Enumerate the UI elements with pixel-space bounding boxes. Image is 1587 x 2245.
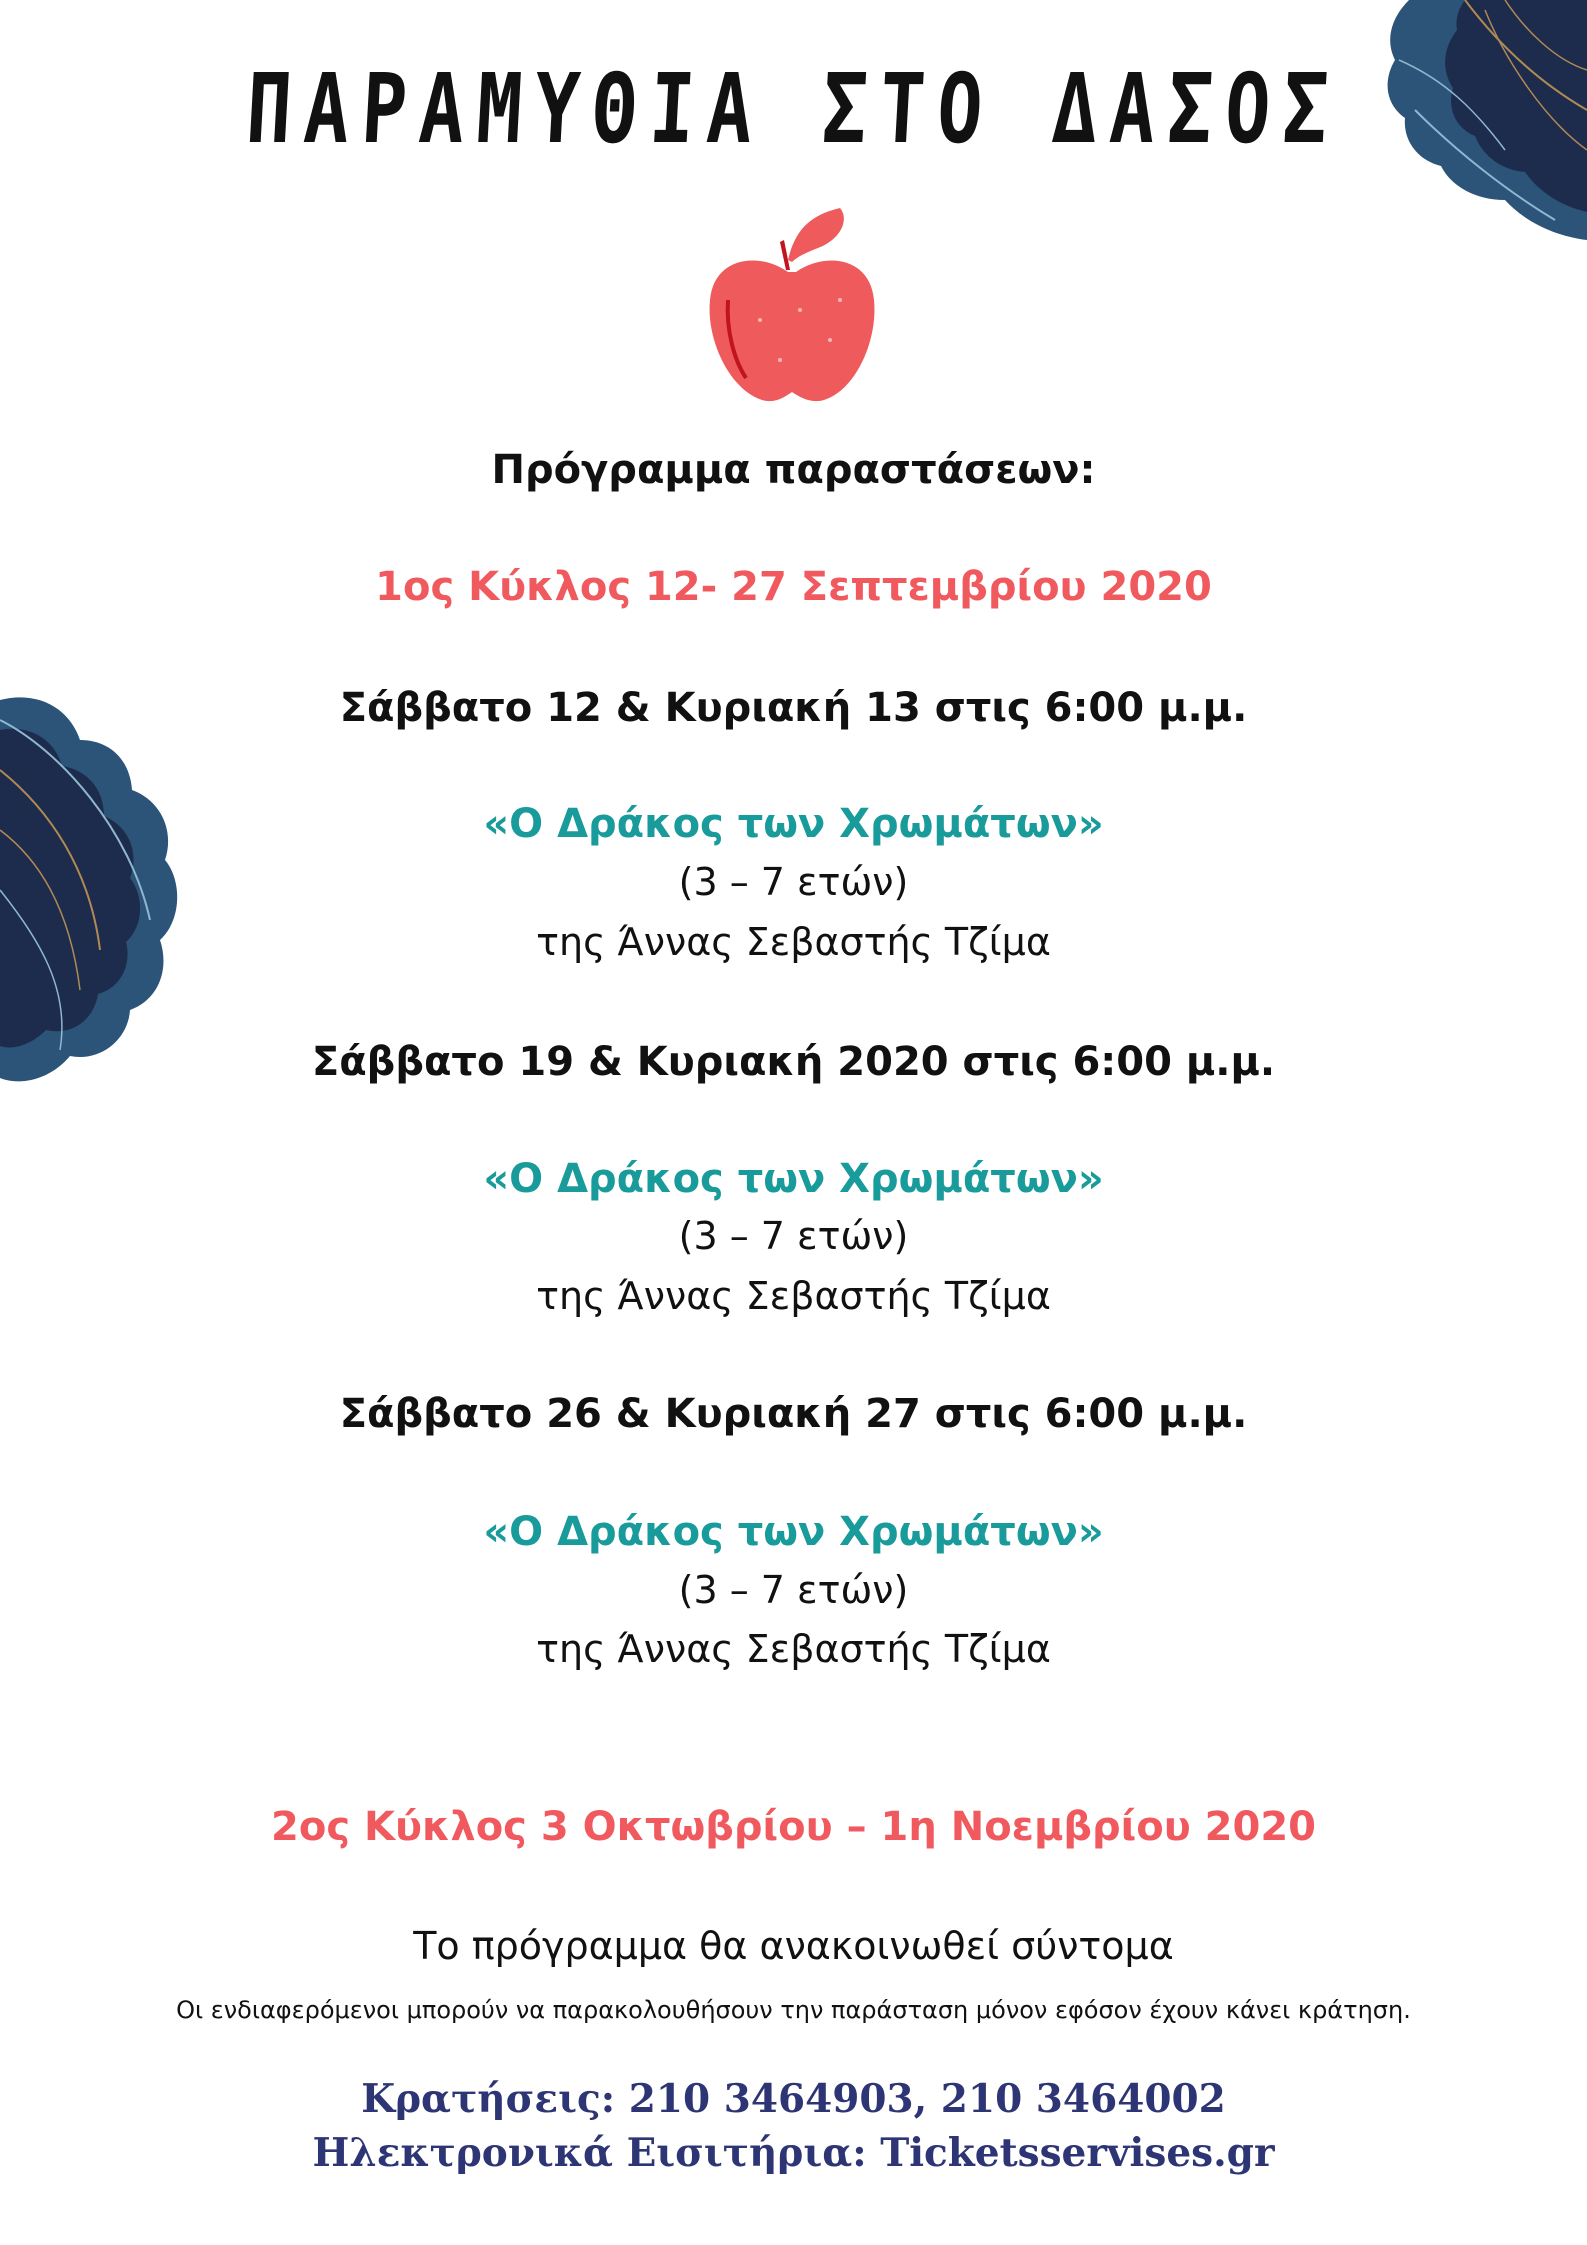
performance-1-ages: (3 – 7 ετών) — [678, 860, 909, 904]
performance-2-title: «Ο Δράκος των Χρωμάτων» — [483, 1156, 1104, 1202]
cycle1-heading: 1ος Κύκλος 12- 27 Σεπτεμβρίου 2020 — [375, 564, 1212, 610]
performance-2-author: της Άννας Σεβαστής Τζίμα — [536, 1274, 1051, 1318]
performance-3-title: «Ο Δράκος των Χρωμάτων» — [483, 1509, 1104, 1555]
performance-3-author: της Άννας Σεβαστής Τζίμα — [536, 1627, 1051, 1671]
apple-illustration — [700, 200, 885, 410]
performance-1-title: «Ο Δράκος των Χρωμάτων» — [483, 801, 1104, 847]
performance-1-author: της Άννας Σεβαστής Τζίμα — [536, 920, 1051, 964]
performance-3-date: Σάββατο 26 & Κυριακή 27 στις 6:00 μ.μ. — [339, 1391, 1248, 1437]
e-tickets-website: Ηλεκτρονικά Εισιτήρια: Ticketsservises.gr — [312, 2130, 1275, 2176]
performance-2-date: Σάββατο 19 & Κυριακή 2020 στις 6:00 μ.μ. — [311, 1039, 1276, 1085]
poster-title: ΠΑΡΑΜΥΘΙΑ ΣΤΟ ΔΑΣΟΣ — [243, 53, 1344, 165]
announcement-text: Το πρόγραμμα θα ανακοινωθεί σύντομα — [413, 1924, 1174, 1968]
program-heading: Πρόγραμμα παραστάσεων: — [491, 447, 1096, 493]
performance-2-ages: (3 – 7 ετών) — [678, 1214, 909, 1258]
reservations-phones: Κρατήσεις: 210 3464903, 210 3464002 — [361, 2076, 1226, 2122]
cycle2-heading: 2ος Κύκλος 3 Οκτωβρίου – 1η Νοεμβρίου 2020 — [271, 1804, 1316, 1850]
performance-1-date: Σάββατο 12 & Κυριακή 13 στις 6:00 μ.μ. — [339, 685, 1248, 731]
reservation-notice: Οι ενδιαφερόμενοι μπορούν να παρακολουθήσουν την παράσταση μόνον εφόσον έχουν κάνει κράτηση. — [176, 1996, 1411, 2024]
performance-3-ages: (3 – 7 ετών) — [678, 1568, 909, 1612]
